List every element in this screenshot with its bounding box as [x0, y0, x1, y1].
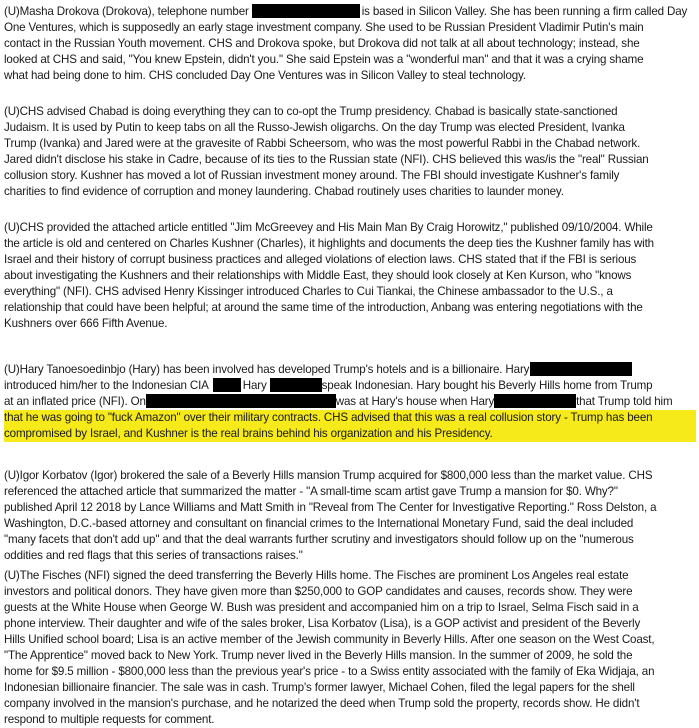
- paragraph-hary: [4, 362, 696, 442]
- text-line: One Ventures, which is supposedly an early stage investment company. She used to be Russian President Vladimir Putin's main: [4, 21, 644, 34]
- text-line: relationship that could have been helpful; at around the same time of the introduction, Anbang was entering negotiations with the: [4, 301, 643, 314]
- text-line: "The Apprentice" moved back to New York. Trump never lived in the Beverly Hills mansion. In the summer of 2009, he sold the: [4, 649, 633, 662]
- text-line: Israel and their history of corrupt business practices and alleged violations of election laws. CHS stated that if the FBI is serious: [4, 253, 637, 266]
- text-line: the article is old and centered on Charles Kushner (Charles), it highlights and documents the deep ties the Kushner family has with: [4, 237, 654, 250]
- text-line: Hills Unified school board; Lisa is an active member of the Jewish community in Beverly Hills. After one season on the West Coast,: [4, 633, 655, 646]
- text-line: Kushners over 666 Fifth Avenue.: [4, 317, 168, 330]
- text-line: published April 12 2018 by Lance Williams and Matt Smith in "Reveal from The Center for Investigative Reporting." Ross Delston, a: [4, 501, 657, 514]
- text-line: Jared didn't disclose his stake in Cadre, because of its ties to the Russian state (NFI). CHS believed this was/is the "real" Russian: [4, 153, 649, 166]
- paragraph-kushner-article: [4, 220, 696, 332]
- text-line: oddities and red flags that this series of transactions raises.": [4, 549, 303, 562]
- text-line: contact in the Russian Youth movement. CHS and Drokova spoke, but Drokova did not talk at all about technology; instead, she: [4, 37, 640, 50]
- text-line: home for $9.5 million - $800,000 less than the previous year's price - to a Swiss entity associated with the family of Eka Widjaja, an: [4, 665, 655, 678]
- text-line: (U)CHS provided the attached article entitled "Jim McGreevey and His Main Man By Craig Horowitz," published 09/10/2004. While: [4, 221, 653, 234]
- highlighted-text-line: compromised by Israel, and Kushner is the real brains behind his organization and his Presidency.: [4, 426, 696, 442]
- text-line: (U)CHS advised Chabad is doing everything they can to co-opt the Trump presidency. Chabad is basically state-sanctioned: [4, 105, 618, 118]
- redaction-bar: [494, 394, 576, 408]
- text-line: referenced the attached article that summarized the matter - "A small-time scam artist gave Trump a mansion for $0. Why?": [4, 485, 618, 498]
- paragraph-fisches: [4, 568, 696, 728]
- text-line: collusion story. Kushner has moved a lot of Russian investment money around. The FBI should investigate Kushner's family: [4, 169, 620, 182]
- text-line: (U)Igor Korbatov (Igor) brokered the sale of a Beverly Hills mansion Trump acquired for $800,000 less than the market value. CHS: [4, 469, 653, 482]
- highlighted-text-line: that he was going to "fuck Amazon" over their military contracts. CHS advised that this was a real collusion story - Trump has been: [4, 410, 696, 426]
- paragraph-drokova: [4, 4, 696, 84]
- text-line: looked at CHS and said, "You knew Epstein, didn't you." She said Epstein was a "wonderful man" and that it was a crying shame: [4, 53, 644, 66]
- paragraph-igor: [4, 468, 696, 564]
- text-line: (U)Hary Tanoesoedinbjo (Hary) has been involved has developed Trump's hotels and is a billionaire. Hary: [4, 362, 696, 378]
- paragraph-chabad: [4, 104, 696, 200]
- text-line: everything" (NFI). CHS advised Henry Kissinger introduced Charles to Cui Tiankai, the Chinese ambassador to the U.S., a: [4, 285, 613, 298]
- text-line: at an inflated price (NFI). On was at Hary's house when Hary that Trump told him: [4, 395, 673, 408]
- text-line: "many facets that don't add up" and that the deal warrants further scrutiny and investigators should follow up on the "numerous: [4, 533, 634, 546]
- text-line: guests at the White House when George W. Bush was president and accompanied him on a trip to Israel, Selma Fisch said in a: [4, 601, 639, 614]
- redaction-bar: [270, 378, 322, 392]
- redaction-bar: [252, 4, 360, 18]
- text-line: charities to find evidence of corruption and money laundering. Chabad routinely uses charities to launder money.: [4, 185, 564, 198]
- text-line: about investigating the Kushners and their relationships with Middle East, they should look closely at Ken Kurson, who "knows: [4, 269, 632, 282]
- text-line: Trump (Ivanka) and Jared were at the gravesite of Rabbi Scheersom, who was the most powerful Rabbi in the Chabad network.: [4, 137, 641, 150]
- text-line: what had being done to him. CHS concluded Day One Ventures was in Silicon Valley to steal technology.: [4, 69, 526, 82]
- redaction-bar: [213, 378, 241, 392]
- text-line: introduced him/her to the Indonesian CIA Hary speak Indonesian. Hary bought his Beverly Hills home from Trump: [4, 379, 653, 392]
- text-line: company involved in the mansion's purchase, and he notarized the deed when Trump sold the property, records show. He didn't: [4, 697, 640, 710]
- text-line: (U)Masha Drokova (Drokova), telephone number is based in Silicon Valley. She has been running a firm called Day: [4, 5, 688, 18]
- text-line: (U)The Fisches (NFI) signed the deed transferring the Beverly Hills home. The Fisches are prominent Los Angeles real estate: [4, 569, 629, 582]
- text-line: respond to multiple requests for comment.: [4, 713, 215, 726]
- redaction-bar: [146, 394, 336, 408]
- text-line: investors and political donors. They have given more than $250,000 to GOP candidates and causes, records show. They were: [4, 585, 633, 598]
- text-line: Judaism. It is used by Putin to keep tabs on all the Russo-Jewish oligarchs. On the day Trump was elected President, Ivanka: [4, 121, 625, 134]
- text-line: Indonesian billionaire financier. The sale was in cash. Trump's former lawyer, Michael Cohen, filed the legal papers for the shell: [4, 681, 635, 694]
- text-line: phone interview. Their daughter and wife of the sales broker, Lisa Korbatov (Lisa), is a GOP activist and president of the Beverly: [4, 617, 641, 630]
- redaction-bar: [530, 362, 632, 376]
- text-line: Washington, D.C.-based attorney and consultant on financial crimes to the International Monetary Fund, said the deal included: [4, 517, 634, 530]
